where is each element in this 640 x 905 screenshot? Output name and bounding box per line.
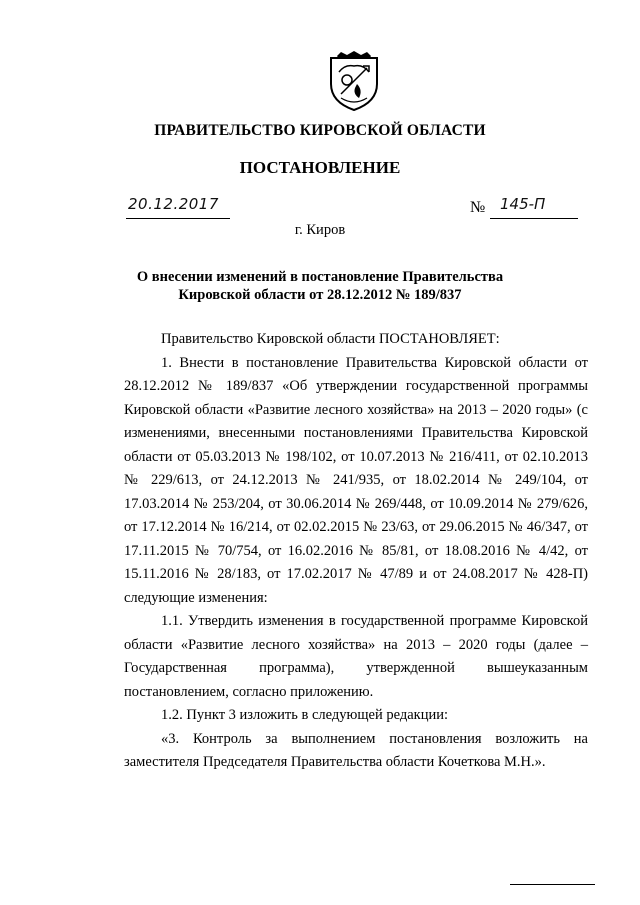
document-type: ПОСТАНОВЛЕНИЕ [239,158,401,177]
paragraph-1: 1. Внести в постановление Правительства Кировской области от 28.12.2012 № 189/837 «Об утверждении государственной программы Кировской области «Развитие лесного хозяйства» на 2013 – 2020 годы» (с изменениями, внесенными постановлениями Правительства Кировской области от 05.03.2013 № 198/102, от 10.07.2013 № 216/411, от 02.10.2013 № 229/613, от 24.12.2013 № 241/935, от 18.02.2014 № 249/104, от 17.03.2014 № 253/204, от 30.06.2014 № 269/448, от 10.09.2014 № 279/626, от 17.12.2014 № 16/214, от 02.02.2015 № 23/63, от 29.06.2015 № 46/347, от 17.11.2015 № 70/754, от 16.02.2016 № 85/81, от 18.08.2016 № 4/42, от 15.11.2016 № 28/183, от 17.02.2017 № 47/89 и от 24.08.2017 № 428-П) следующие изменения: [124,354,588,606]
subject-line-2: Кировской области от 28.12.2012 № 189/837 [178,287,462,303]
government-title: ПРАВИТЕЛЬСТВО КИРОВСКОЙ ОБЛАСТИ [154,122,486,139]
paragraph-3: «3. Контроль за выполнением постановления возложить на заместителя Председателя Правительства области Кочеткова М.Н.». [124,730,588,770]
coat-of-arms-icon [327,50,381,112]
document-number: 145-П [500,195,546,213]
document-subject [0,268,640,304]
intro-paragraph: Правительство Кировской области ПОСТАНОВЛЯЕТ: [161,331,500,347]
paragraph-1-1: 1.1. Утвердить изменения в государственной программе Кировской области «Развитие лесного хозяйства» на 2013 – 2020 годы (далее – Государственная программа), утвержденной вышеуказанным постановлением, согласно приложению. [124,613,588,700]
subject-line-1: О внесении изменений в постановление Правительства [136,269,504,285]
number-label: № [470,199,486,216]
city: г. Киров [294,222,346,238]
footer-rule [510,884,595,885]
document-date: 20.12.2017 [128,195,219,213]
paragraph-1-2: 1.2. Пункт 3 изложить в следующей редакции: [161,707,449,723]
document-body [124,328,588,775]
